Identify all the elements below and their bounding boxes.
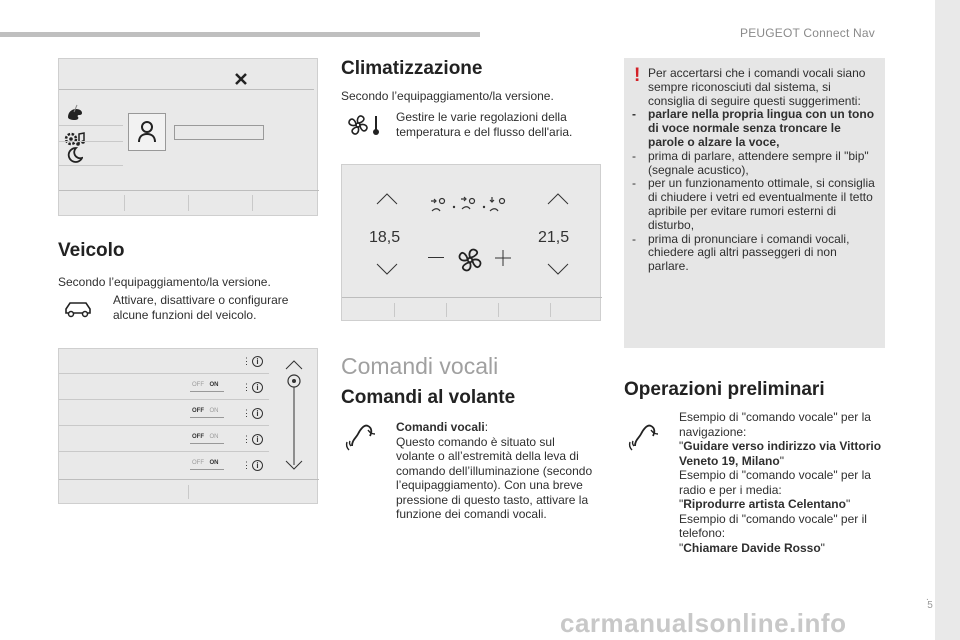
temp-right-up-icon[interactable] xyxy=(547,193,569,205)
car-icon xyxy=(62,298,94,320)
gear-music-icon[interactable] xyxy=(63,129,87,149)
voice-examples: Esempio di "comando vocale" per la navigazione: "Guidare verso indirizzo via Vittorio Veneto 19, Milano" Esempio di "comando vocale" per la radio e per i media: "Riprodurre artista Celentano" Esempio di "comando vocale" per il telefono: "Chiamare Davide Rosso" xyxy=(679,410,882,555)
suggestion-item: - per un funzionamento ottimale, si consiglia di chiudere i vetri ed eventualmente il tetto apribile per evitare rumori esterni di disturbo, xyxy=(632,177,876,232)
climatizzazione-heading: Climatizzazione xyxy=(341,58,483,79)
operazioni-heading: Operazioni preliminari xyxy=(624,379,825,400)
example-command-phone: Chiamare Davide Rosso xyxy=(683,540,821,555)
info-icon[interactable]: i xyxy=(252,460,263,471)
suggestion-item: - parlare nella propria lingua con un tono di voce normale senza troncare le parole o alzare la voce, xyxy=(632,108,876,149)
more-options-icon[interactable]: ⋮ xyxy=(242,356,250,366)
header-rule xyxy=(0,32,480,37)
veicolo-desc: Attivare, disattivare o configurare alcune funzioni del veicolo. xyxy=(113,293,289,322)
toggle-switch-1[interactable]: OFF ON xyxy=(192,382,219,388)
voice-command-icon xyxy=(344,420,380,454)
suggestion-item: - prima di pronunciare i comandi vocali, chiedere agli altri passeggeri di non parlare. xyxy=(632,233,876,274)
exclamation-icon: ! xyxy=(634,65,641,86)
info-icon[interactable]: i xyxy=(252,434,263,445)
watermark: carmanualsonline.info xyxy=(560,608,847,638)
toggle-switch-4[interactable]: OFF ON xyxy=(192,460,219,466)
profile-name-field[interactable] xyxy=(174,125,264,140)
temp-right-value: 21,5 xyxy=(538,229,570,246)
fan-thermometer-icon xyxy=(345,112,383,138)
close-icon[interactable] xyxy=(234,72,248,86)
more-options-icon[interactable]: ⋮ xyxy=(242,460,250,470)
toggle-switch-3[interactable]: OFF ON xyxy=(192,434,219,440)
scrollbar[interactable] xyxy=(281,357,307,473)
temp-right-down-icon[interactable] xyxy=(547,263,569,275)
example-command-radio: Riprodurre artista Celentano xyxy=(683,497,846,511)
climatizzazione-intro: Secondo l’equipaggiamento/la versione. xyxy=(341,89,554,103)
more-options-icon[interactable]: ⋮ xyxy=(242,434,250,444)
fan-decrease-button[interactable] xyxy=(428,257,444,258)
info-icon[interactable]: i xyxy=(252,382,263,393)
vehicle-functions-screen xyxy=(58,348,318,504)
comandi-vocali-label: Comandi vocali xyxy=(396,420,485,434)
climate-screen xyxy=(341,164,601,321)
temp-left-value: 18,5 xyxy=(369,229,401,246)
page-number: 5 xyxy=(927,600,933,611)
comandi-vocali-body: Questo comando è situato sul volante o all’estremità della leva di comando dell’illuminazione (secondo l’equipaggiamento). Con una breve pressione di questo tasto, attivare la funzione dei comandi vocali. xyxy=(396,434,593,521)
info-icon[interactable]: i xyxy=(252,356,263,367)
fan-increase-button[interactable] xyxy=(494,249,512,267)
voice-command-icon xyxy=(627,420,663,454)
more-options-icon[interactable]: ⋮ xyxy=(242,382,250,392)
temp-left-up-icon[interactable] xyxy=(376,193,398,205)
warning-box-content xyxy=(648,67,876,274)
moon-icon[interactable] xyxy=(67,147,83,163)
user-icon xyxy=(136,119,158,145)
page-dot: . xyxy=(926,592,929,603)
veicolo-heading: Veicolo xyxy=(58,240,125,261)
temp-left-down-icon[interactable] xyxy=(376,263,398,275)
more-options-icon[interactable]: ⋮ xyxy=(242,408,250,418)
comandi-vocali-text: Comandi vocali: Questo comando è situato sul volante o all’estremità della leva di comando dell’illuminazione (secondo l’equipaggiamento). Con una breve pressione di questo tasto, attivare la funzione dei comandi vocali. xyxy=(396,420,593,521)
toggle-switch-2[interactable]: OFF ON xyxy=(192,408,219,414)
suggestion-item: - prima di parlare, attendere sempre il "bip" (segnale acustico), xyxy=(632,150,876,178)
page-side-strip xyxy=(935,0,960,640)
climatizzazione-desc: Gestire le varie regolazioni della temperatura e del flusso dell'aria. xyxy=(396,110,573,139)
suggestion-list xyxy=(632,108,876,274)
fan-icon xyxy=(455,245,485,275)
vehicle-settings-screen xyxy=(58,58,318,216)
palette-icon[interactable] xyxy=(65,103,85,123)
comandi-vocali-section-title: Comandi vocali xyxy=(341,353,499,379)
veicolo-intro: Secondo l’equipaggiamento/la versione. xyxy=(58,275,271,289)
header-title: PEUGEOT Connect Nav xyxy=(740,26,875,40)
info-icon[interactable]: i xyxy=(252,408,263,419)
example-command-navigation: Guidare verso indirizzo via Vittorio Veneto 19, Milano xyxy=(679,439,882,468)
comandi-volante-heading: Comandi al volante xyxy=(341,387,516,408)
warning-intro: Per accertarsi che i comandi vocali siano sempre riconosciuti dal sistema, si consiglia di seguire questi suggerimenti: xyxy=(648,66,866,108)
airflow-mode-icons[interactable] xyxy=(428,195,520,217)
